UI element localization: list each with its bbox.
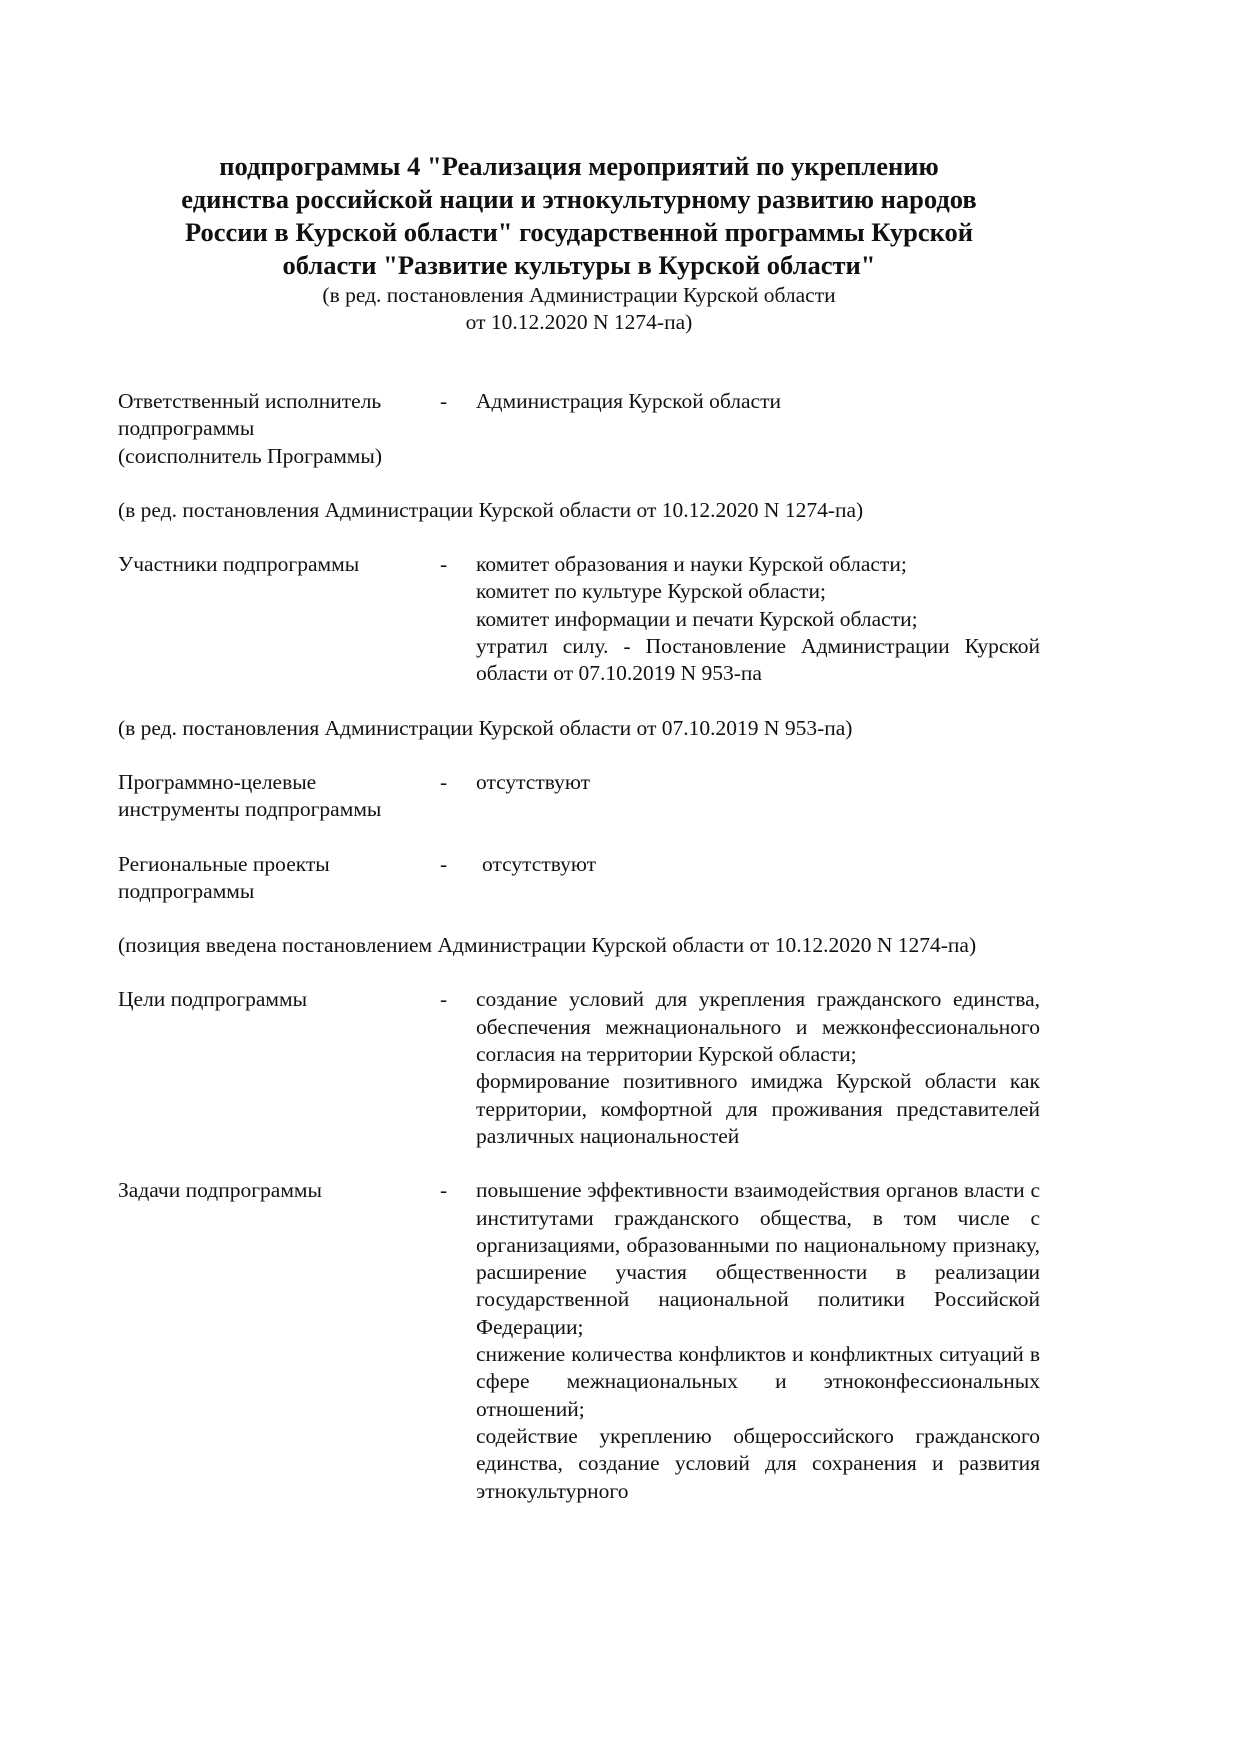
value-paragraph: снижение количества конфликтов и конфликтных ситуаций в сфере межнациональных и этноконфессиональных отношений;	[476, 1342, 1040, 1421]
amendment-line: от 10.12.2020 N 1274-па)	[465, 310, 693, 334]
section-label	[118, 1177, 436, 1505]
section-label	[118, 986, 436, 1150]
title-line: России в Курской области" государственной программы Курской	[184, 217, 974, 247]
section-tasks	[118, 1177, 1040, 1505]
title-line: единства российской нации и этнокультурному развитию народов	[181, 184, 977, 214]
label-line: Региональные проекты	[118, 851, 330, 876]
label-line: инструменты подпрограммы	[118, 797, 382, 822]
value-paragraph: создание условий для укрепления гражданского единства, обеспечения межнационального и межконфессионального согласия на территории Курской области;	[476, 987, 1040, 1067]
section-label	[118, 851, 436, 906]
separator-dash: -	[440, 552, 448, 577]
section-goals	[118, 986, 1040, 1150]
label-line: (соисполнитель Программы)	[118, 443, 383, 468]
separator-dash: -	[440, 769, 448, 794]
title-line: подпрограммы 4 "Реализация мероприятий по укреплению	[219, 151, 939, 181]
value-paragraph: утратил силу. - Постановление Администрации Курской области от 07.10.2019 N 953-па	[476, 634, 1040, 686]
label-line: Задачи подпрограммы	[118, 1178, 322, 1203]
amendment-note: (в ред. постановления Администрации Курской области от 07.10.2019 N 953-па)	[118, 715, 853, 740]
value-paragraph: Администрация Курской области	[476, 389, 781, 413]
amendment-note: (позиция введена постановлением Администрации Курской области от 10.12.2020 N 1274-па)	[118, 933, 977, 958]
section-value	[476, 551, 1040, 687]
section-program-tools	[118, 769, 1040, 824]
section-value	[476, 851, 1040, 906]
label-line: подпрограммы	[118, 416, 255, 441]
document-header	[118, 150, 1040, 336]
label-line: Ответственный исполнитель	[118, 389, 382, 413]
amendment-line: (в ред. постановления Администрации Курской области	[322, 283, 836, 307]
value-paragraph: отсутствуют	[482, 851, 597, 876]
value-paragraph: формирование позитивного имиджа Курской области как территории, комфортной для проживания представителей различных национальностей	[476, 1069, 1040, 1148]
section-label	[118, 769, 436, 824]
separator-dash: -	[440, 987, 448, 1012]
document-page	[118, 150, 1040, 1505]
value-paragraph: комитет информации и печати Курской области;	[476, 606, 918, 631]
value-paragraph: комитет по культуре Курской области;	[476, 579, 826, 604]
section-value	[476, 769, 1040, 824]
label-line: подпрограммы	[118, 878, 255, 903]
separator-dash: -	[440, 851, 448, 876]
label-line: Программно-целевые	[118, 769, 317, 794]
separator-dash: -	[440, 1178, 448, 1203]
section-label	[118, 388, 436, 470]
section-responsible-executor	[118, 388, 1040, 470]
title-line: области "Развитие культуры в Курской области"	[282, 250, 876, 280]
section-value	[476, 1177, 1040, 1505]
section-regional-projects	[118, 851, 1040, 906]
value-paragraph: повышение эффективности взаимодействия органов власти с институтами гражданского общества, в том числе с организациями, образованными по национальному признаку, расширение участия общественности в реализации государственной национальной политики Российской Федерации;	[476, 1178, 1040, 1339]
label-line: Участники подпрограммы	[118, 552, 360, 577]
section-participants	[118, 551, 1040, 687]
value-paragraph: комитет образования и науки Курской области;	[476, 552, 907, 577]
value-paragraph: содействие укреплению общероссийского гражданского единства, создание условий для сохранения и развития этнокультурного	[476, 1423, 1040, 1503]
label-line: Цели подпрограммы	[118, 987, 308, 1012]
section-value	[476, 986, 1040, 1150]
section-value	[476, 388, 1040, 470]
separator-dash: -	[440, 389, 448, 413]
value-paragraph: отсутствуют	[476, 769, 591, 794]
section-label	[118, 551, 436, 687]
amendment-note: (в ред. постановления Администрации Курской области от 10.12.2020 N 1274-па)	[118, 497, 864, 522]
